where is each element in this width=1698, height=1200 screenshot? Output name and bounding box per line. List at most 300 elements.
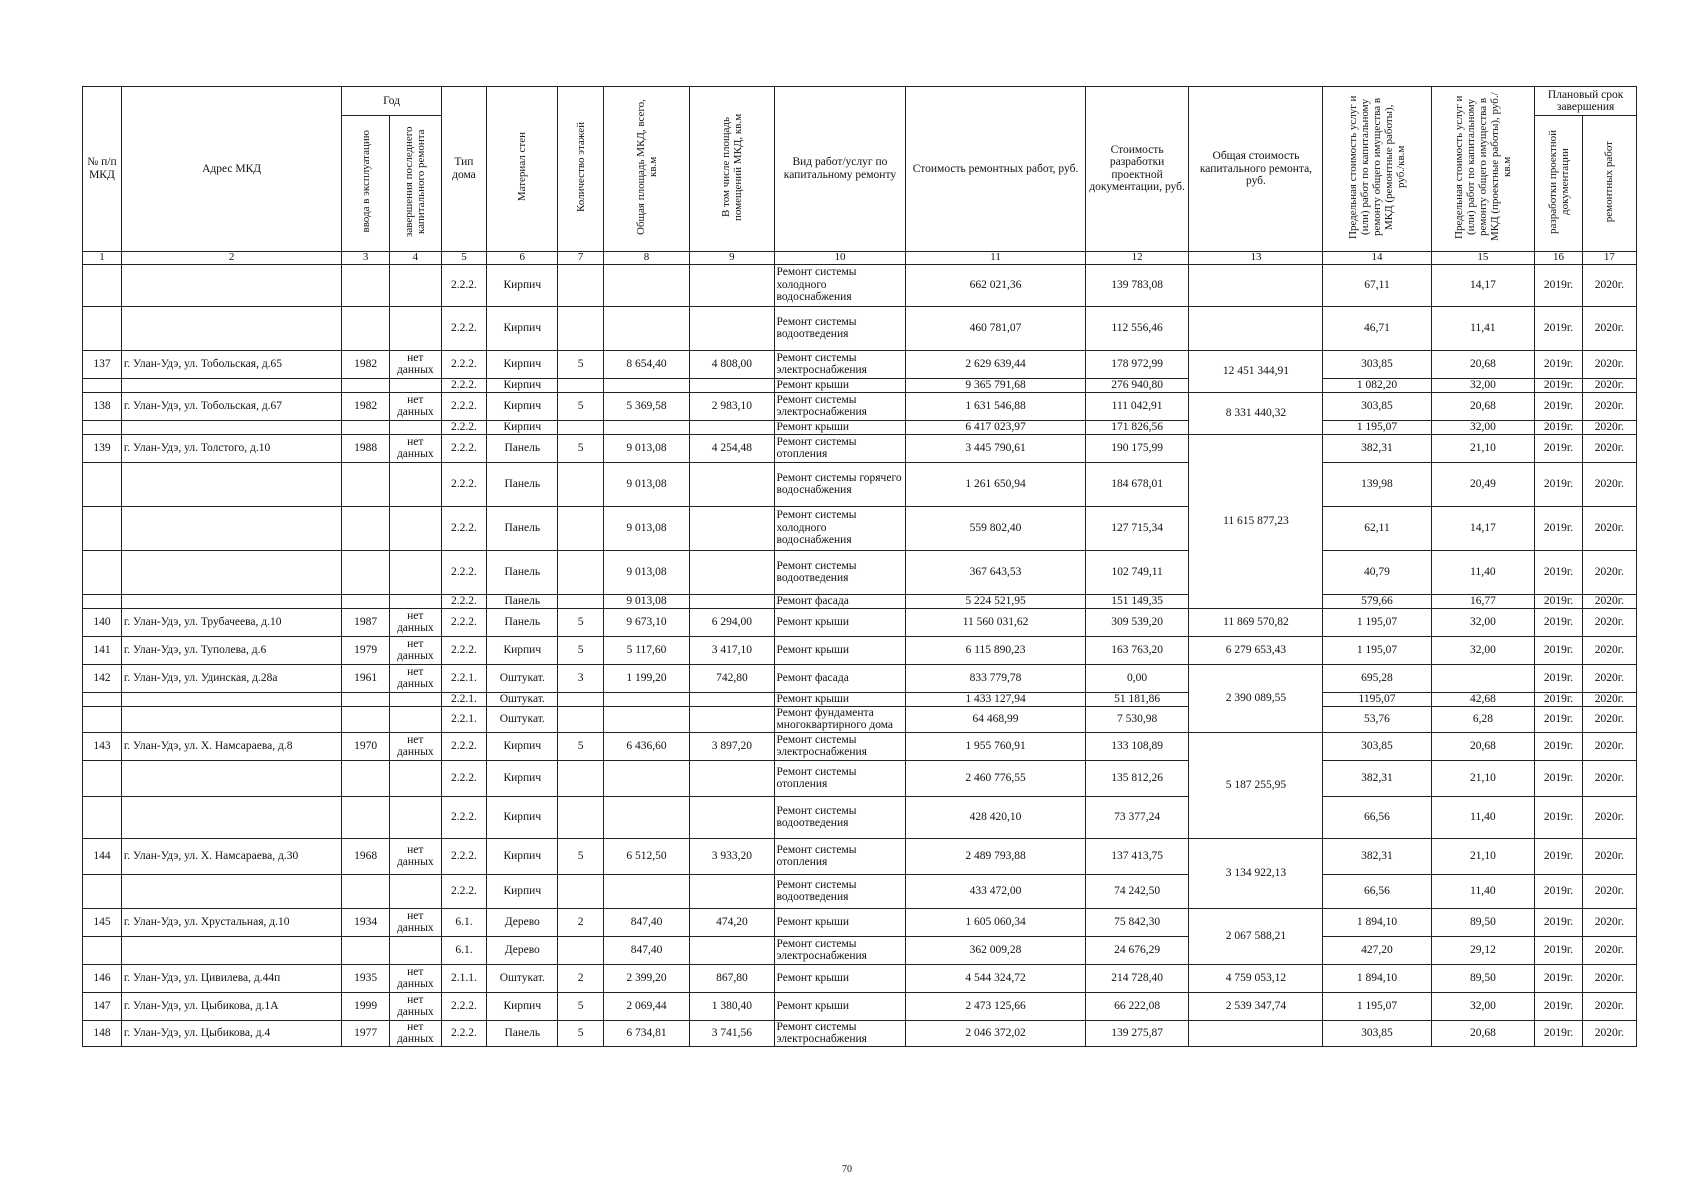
premises-area-cell bbox=[690, 264, 774, 306]
limit-design-cell: 89,50 bbox=[1431, 908, 1535, 936]
year-commission-cell bbox=[342, 874, 390, 908]
floors-cell bbox=[558, 594, 603, 608]
floors-cell: 2 bbox=[558, 908, 603, 936]
year-last-repair-cell: нет данных bbox=[389, 392, 441, 420]
house-type-cell: 2.2.2. bbox=[441, 608, 486, 636]
table-row bbox=[83, 706, 1637, 732]
row-number-cell: 148 bbox=[83, 1020, 122, 1046]
work-type-cell: Ремонт системы электроснабжения bbox=[774, 350, 906, 378]
design-cost-cell: 73 377,24 bbox=[1085, 796, 1189, 838]
repair-cost-cell: 367 643,53 bbox=[906, 550, 1085, 594]
table-row bbox=[83, 350, 1637, 378]
work-type-cell: Ремонт системы электроснабжения bbox=[774, 1020, 906, 1046]
year-commission-cell bbox=[342, 936, 390, 964]
repair-cost-cell: 833 779,78 bbox=[906, 664, 1085, 692]
total-cost-cell bbox=[1189, 306, 1323, 350]
deadline-design-cell: 2019г. bbox=[1535, 874, 1583, 908]
header-row bbox=[83, 87, 1637, 116]
deadline-repair-cell: 2020г. bbox=[1582, 462, 1636, 506]
table-row bbox=[83, 462, 1637, 506]
premises-area-cell: 474,20 bbox=[690, 908, 774, 936]
limit-repair-cell: 303,85 bbox=[1323, 1020, 1431, 1046]
total-area-cell: 9 013,08 bbox=[603, 434, 689, 462]
deadline-design-cell: 2019г. bbox=[1535, 838, 1583, 874]
deadline-design-cell: 2019г. bbox=[1535, 706, 1583, 732]
house-type-cell: 2.2.1. bbox=[441, 706, 486, 732]
header-limit-design-text: Предельная стоимость услуг и (или) работ по капитальному ремонту общего имущества в МКД (проектные работы), руб./кв.м bbox=[1452, 92, 1513, 242]
deadline-repair-cell: 2020г. bbox=[1582, 636, 1636, 664]
floors-cell: 5 bbox=[558, 392, 603, 420]
house-type-cell: 2.2.2. bbox=[441, 264, 486, 306]
wall-material-cell: Кирпич bbox=[487, 760, 558, 796]
header-address: Адрес МКД bbox=[121, 87, 341, 252]
house-type-cell: 2.2.2. bbox=[441, 306, 486, 350]
row-number-cell bbox=[83, 506, 122, 550]
limit-design-cell: 32,00 bbox=[1431, 378, 1535, 392]
table-row bbox=[83, 760, 1637, 796]
deadline-design-cell: 2019г. bbox=[1535, 796, 1583, 838]
year-last-repair-cell: нет данных bbox=[389, 434, 441, 462]
deadline-repair-cell: 2020г. bbox=[1582, 692, 1636, 706]
deadline-repair-cell: 2020г. bbox=[1582, 306, 1636, 350]
year-commission-cell: 1968 bbox=[342, 838, 390, 874]
table-row bbox=[83, 908, 1637, 936]
year-commission-cell: 1987 bbox=[342, 608, 390, 636]
premises-area-cell bbox=[690, 692, 774, 706]
year-commission-cell: 1988 bbox=[342, 434, 390, 462]
design-cost-cell: 139 275,87 bbox=[1085, 1020, 1189, 1046]
year-last-repair-cell: нет данных bbox=[389, 838, 441, 874]
floors-cell: 5 bbox=[558, 732, 603, 760]
premises-area-cell: 742,80 bbox=[690, 664, 774, 692]
wall-material-cell: Кирпич bbox=[487, 992, 558, 1020]
work-type-cell: Ремонт системы водоотведения bbox=[774, 874, 906, 908]
limit-repair-cell: 66,56 bbox=[1323, 796, 1431, 838]
house-type-cell: 2.2.1. bbox=[441, 664, 486, 692]
limit-repair-cell: 1 082,20 bbox=[1323, 378, 1431, 392]
premises-area-cell: 1 380,40 bbox=[690, 992, 774, 1020]
total-area-cell: 5 369,58 bbox=[603, 392, 689, 420]
deadline-repair-cell: 2020г. bbox=[1582, 964, 1636, 992]
floors-cell: 5 bbox=[558, 636, 603, 664]
floors-cell: 5 bbox=[558, 608, 603, 636]
row-number-cell bbox=[83, 594, 122, 608]
limit-design-cell: 32,00 bbox=[1431, 420, 1535, 434]
row-number-cell bbox=[83, 936, 122, 964]
floors-cell bbox=[558, 760, 603, 796]
house-type-cell: 6.1. bbox=[441, 908, 486, 936]
premises-area-cell: 3 417,10 bbox=[690, 636, 774, 664]
limit-repair-cell: 303,85 bbox=[1323, 732, 1431, 760]
total-cost-cell: 11 615 877,23 bbox=[1189, 434, 1323, 608]
premises-area-cell bbox=[690, 936, 774, 964]
total-area-cell bbox=[603, 378, 689, 392]
total-cost-cell: 8 331 440,32 bbox=[1189, 392, 1323, 434]
address-cell: г. Улан-Удэ, ул. Тобольская, д.67 bbox=[121, 392, 341, 420]
limit-design-cell: 20,68 bbox=[1431, 1020, 1535, 1046]
house-type-cell: 2.2.2. bbox=[441, 420, 486, 434]
total-area-cell bbox=[603, 264, 689, 306]
floors-cell: 5 bbox=[558, 838, 603, 874]
address-cell bbox=[121, 420, 341, 434]
floors-cell bbox=[558, 692, 603, 706]
header-num: № п/п МКД bbox=[83, 87, 122, 252]
limit-repair-cell: 695,28 bbox=[1323, 664, 1431, 692]
header-repair-cost: Стоимость ремонтных работ, руб. bbox=[906, 87, 1085, 252]
table-row bbox=[83, 838, 1637, 874]
limit-design-cell: 32,00 bbox=[1431, 608, 1535, 636]
house-type-cell: 2.2.2. bbox=[441, 378, 486, 392]
wall-material-cell: Дерево bbox=[487, 936, 558, 964]
limit-design-cell: 16,77 bbox=[1431, 594, 1535, 608]
limit-design-cell: 11,41 bbox=[1431, 306, 1535, 350]
repair-cost-cell: 2 473 125,66 bbox=[906, 992, 1085, 1020]
header-deadline-design bbox=[1535, 116, 1583, 252]
total-area-cell: 9 013,08 bbox=[603, 550, 689, 594]
house-type-cell: 2.2.2. bbox=[441, 350, 486, 378]
year-last-repair-cell bbox=[389, 378, 441, 392]
address-cell bbox=[121, 760, 341, 796]
deadline-design-cell: 2019г. bbox=[1535, 550, 1583, 594]
year-last-repair-cell bbox=[389, 796, 441, 838]
deadline-design-cell: 2019г. bbox=[1535, 420, 1583, 434]
table-row bbox=[83, 608, 1637, 636]
row-number-cell bbox=[83, 420, 122, 434]
work-type-cell: Ремонт системы электроснабжения bbox=[774, 936, 906, 964]
house-type-cell: 2.2.2. bbox=[441, 636, 486, 664]
header-wall-material bbox=[487, 87, 558, 252]
table-row bbox=[83, 594, 1637, 608]
house-type-cell: 2.1.1. bbox=[441, 964, 486, 992]
work-type-cell: Ремонт крыши bbox=[774, 636, 906, 664]
floors-cell bbox=[558, 706, 603, 732]
total-cost-cell: 4 759 053,12 bbox=[1189, 964, 1323, 992]
total-cost-cell bbox=[1189, 1020, 1323, 1046]
wall-material-cell: Панель bbox=[487, 550, 558, 594]
work-type-cell: Ремонт системы электроснабжения bbox=[774, 732, 906, 760]
premises-area-cell bbox=[690, 462, 774, 506]
total-area-cell: 9 013,08 bbox=[603, 506, 689, 550]
year-commission-cell bbox=[342, 378, 390, 392]
table-row bbox=[83, 936, 1637, 964]
address-cell bbox=[121, 796, 341, 838]
repair-cost-cell: 428 420,10 bbox=[906, 796, 1085, 838]
floors-cell: 3 bbox=[558, 664, 603, 692]
row-number-cell: 142 bbox=[83, 664, 122, 692]
year-last-repair-cell bbox=[389, 874, 441, 908]
row-number-cell: 145 bbox=[83, 908, 122, 936]
row-number-cell: 140 bbox=[83, 608, 122, 636]
header-wall-material-text: Материал стен bbox=[516, 132, 529, 202]
year-last-repair-cell: нет данных bbox=[389, 992, 441, 1020]
limit-design-cell: 11,40 bbox=[1431, 550, 1535, 594]
column-number: 4 bbox=[389, 251, 441, 264]
total-area-cell: 9 013,08 bbox=[603, 594, 689, 608]
wall-material-cell: Кирпич bbox=[487, 420, 558, 434]
table-row bbox=[83, 506, 1637, 550]
design-cost-cell: 276 940,80 bbox=[1085, 378, 1189, 392]
deadline-repair-cell: 2020г. bbox=[1582, 594, 1636, 608]
wall-material-cell: Кирпич bbox=[487, 838, 558, 874]
address-cell bbox=[121, 506, 341, 550]
limit-design-cell: 89,50 bbox=[1431, 964, 1535, 992]
repair-cost-cell: 1 433 127,94 bbox=[906, 692, 1085, 706]
repair-cost-cell: 433 472,00 bbox=[906, 874, 1085, 908]
deadline-design-cell: 2019г. bbox=[1535, 506, 1583, 550]
premises-area-cell: 6 294,00 bbox=[690, 608, 774, 636]
address-cell: г. Улан-Удэ, ул. Цивилева, д.44п bbox=[121, 964, 341, 992]
premises-area-cell bbox=[690, 378, 774, 392]
design-cost-cell: 74 242,50 bbox=[1085, 874, 1189, 908]
limit-design-cell: 42,68 bbox=[1431, 692, 1535, 706]
work-type-cell: Ремонт системы отопления bbox=[774, 760, 906, 796]
address-cell bbox=[121, 706, 341, 732]
house-type-cell: 2.2.2. bbox=[441, 1020, 486, 1046]
limit-design-cell: 21,10 bbox=[1431, 838, 1535, 874]
deadline-repair-cell: 2020г. bbox=[1582, 664, 1636, 692]
deadline-design-cell: 2019г. bbox=[1535, 664, 1583, 692]
year-commission-cell: 1934 bbox=[342, 908, 390, 936]
year-last-repair-cell: нет данных bbox=[389, 732, 441, 760]
year-last-repair-cell: нет данных bbox=[389, 636, 441, 664]
floors-cell bbox=[558, 264, 603, 306]
floors-cell bbox=[558, 874, 603, 908]
total-area-cell bbox=[603, 706, 689, 732]
design-cost-cell: 24 676,29 bbox=[1085, 936, 1189, 964]
floors-cell bbox=[558, 462, 603, 506]
limit-repair-cell: 427,20 bbox=[1323, 936, 1431, 964]
design-cost-cell: 102 749,11 bbox=[1085, 550, 1189, 594]
repair-cost-cell: 2 460 776,55 bbox=[906, 760, 1085, 796]
year-commission-cell bbox=[342, 760, 390, 796]
limit-repair-cell: 40,79 bbox=[1323, 550, 1431, 594]
house-type-cell: 2.2.2. bbox=[441, 992, 486, 1020]
row-number-cell: 137 bbox=[83, 350, 122, 378]
work-type-cell: Ремонт системы холодного водоснабжения bbox=[774, 264, 906, 306]
table-row bbox=[83, 1020, 1637, 1046]
limit-design-cell: 20,68 bbox=[1431, 350, 1535, 378]
address-cell: г. Улан-Удэ, ул. Удинская, д.28а bbox=[121, 664, 341, 692]
deadline-repair-cell: 2020г. bbox=[1582, 908, 1636, 936]
limit-repair-cell: 1 195,07 bbox=[1323, 636, 1431, 664]
limit-repair-cell: 1 195,07 bbox=[1323, 608, 1431, 636]
year-commission-cell: 1970 bbox=[342, 732, 390, 760]
row-number-cell: 141 bbox=[83, 636, 122, 664]
floors-cell bbox=[558, 550, 603, 594]
floors-cell bbox=[558, 420, 603, 434]
year-commission-cell: 1999 bbox=[342, 992, 390, 1020]
address-cell: г. Улан-Удэ, ул. Цыбикова, д.4 bbox=[121, 1020, 341, 1046]
repair-cost-cell: 6 115 890,23 bbox=[906, 636, 1085, 664]
limit-design-cell bbox=[1431, 664, 1535, 692]
repair-cost-cell: 64 468,99 bbox=[906, 706, 1085, 732]
house-type-cell: 2.2.2. bbox=[441, 732, 486, 760]
row-number-cell bbox=[83, 796, 122, 838]
address-cell bbox=[121, 936, 341, 964]
house-type-cell: 2.2.2. bbox=[441, 462, 486, 506]
premises-area-cell: 3 741,56 bbox=[690, 1020, 774, 1046]
year-commission-cell: 1977 bbox=[342, 1020, 390, 1046]
limit-design-cell: 20,49 bbox=[1431, 462, 1535, 506]
work-type-cell: Ремонт системы водоотведения bbox=[774, 306, 906, 350]
deadline-design-cell: 2019г. bbox=[1535, 636, 1583, 664]
wall-material-cell: Кирпич bbox=[487, 796, 558, 838]
work-type-cell: Ремонт системы электроснабжения bbox=[774, 392, 906, 420]
work-type-cell: Ремонт крыши bbox=[774, 964, 906, 992]
year-commission-cell: 1982 bbox=[342, 392, 390, 420]
deadline-design-cell: 2019г. bbox=[1535, 760, 1583, 796]
limit-repair-cell: 579,66 bbox=[1323, 594, 1431, 608]
limit-repair-cell: 382,31 bbox=[1323, 760, 1431, 796]
year-commission-cell bbox=[342, 594, 390, 608]
limit-design-cell: 32,00 bbox=[1431, 636, 1535, 664]
year-last-repair-cell bbox=[389, 420, 441, 434]
deadline-repair-cell: 2020г. bbox=[1582, 874, 1636, 908]
address-cell: г. Улан-Удэ, ул. Х. Намсараева, д.30 bbox=[121, 838, 341, 874]
header-deadline: Плановый срок завершения bbox=[1535, 87, 1637, 116]
premises-area-cell: 2 983,10 bbox=[690, 392, 774, 420]
deadline-design-cell: 2019г. bbox=[1535, 306, 1583, 350]
total-area-cell: 9 673,10 bbox=[603, 608, 689, 636]
wall-material-cell: Дерево bbox=[487, 908, 558, 936]
total-area-cell: 6 734,81 bbox=[603, 1020, 689, 1046]
limit-repair-cell: 1 894,10 bbox=[1323, 964, 1431, 992]
total-area-cell: 847,40 bbox=[603, 936, 689, 964]
column-number: 2 bbox=[121, 251, 341, 264]
limit-design-cell: 20,68 bbox=[1431, 392, 1535, 420]
column-number: 15 bbox=[1431, 251, 1535, 264]
premises-area-cell bbox=[690, 594, 774, 608]
wall-material-cell: Панель bbox=[487, 506, 558, 550]
deadline-design-cell: 2019г. bbox=[1535, 692, 1583, 706]
address-cell bbox=[121, 378, 341, 392]
total-area-cell: 6 512,50 bbox=[603, 838, 689, 874]
limit-design-cell: 21,10 bbox=[1431, 760, 1535, 796]
repair-cost-cell: 6 417 023,97 bbox=[906, 420, 1085, 434]
work-type-cell: Ремонт крыши bbox=[774, 692, 906, 706]
deadline-repair-cell: 2020г. bbox=[1582, 1020, 1636, 1046]
repair-cost-cell: 1 605 060,34 bbox=[906, 908, 1085, 936]
design-cost-cell: 309 539,20 bbox=[1085, 608, 1189, 636]
row-number-cell: 138 bbox=[83, 392, 122, 420]
deadline-repair-cell: 2020г. bbox=[1582, 838, 1636, 874]
floors-cell: 5 bbox=[558, 350, 603, 378]
column-number: 14 bbox=[1323, 251, 1431, 264]
limit-design-cell: 11,40 bbox=[1431, 874, 1535, 908]
total-area-cell: 2 399,20 bbox=[603, 964, 689, 992]
premises-area-cell: 3 897,20 bbox=[690, 732, 774, 760]
work-type-cell: Ремонт системы отопления bbox=[774, 434, 906, 462]
limit-design-cell: 11,40 bbox=[1431, 796, 1535, 838]
design-cost-cell: 112 556,46 bbox=[1085, 306, 1189, 350]
column-number: 6 bbox=[487, 251, 558, 264]
design-cost-cell: 151 149,35 bbox=[1085, 594, 1189, 608]
floors-cell bbox=[558, 306, 603, 350]
design-cost-cell: 171 826,56 bbox=[1085, 420, 1189, 434]
total-area-cell bbox=[603, 796, 689, 838]
work-type-cell: Ремонт фундамента многоквартирного дома bbox=[774, 706, 906, 732]
premises-area-cell: 4 808,00 bbox=[690, 350, 774, 378]
header-year-last-repair-text: завершения последнего капитального ремонта bbox=[403, 126, 428, 237]
limit-design-cell: 21,10 bbox=[1431, 434, 1535, 462]
wall-material-cell: Кирпич bbox=[487, 636, 558, 664]
design-cost-cell: 190 175,99 bbox=[1085, 434, 1189, 462]
column-number: 7 bbox=[558, 251, 603, 264]
design-cost-cell: 135 812,26 bbox=[1085, 760, 1189, 796]
table-row bbox=[83, 874, 1637, 908]
deadline-repair-cell: 2020г. bbox=[1582, 434, 1636, 462]
year-commission-cell bbox=[342, 706, 390, 732]
work-type-cell: Ремонт крыши bbox=[774, 608, 906, 636]
house-type-cell: 2.2.2. bbox=[441, 838, 486, 874]
wall-material-cell: Панель bbox=[487, 608, 558, 636]
repair-cost-cell: 1 631 546,88 bbox=[906, 392, 1085, 420]
total-area-cell: 6 436,60 bbox=[603, 732, 689, 760]
deadline-repair-cell: 2020г. bbox=[1582, 796, 1636, 838]
table-row bbox=[83, 692, 1637, 706]
premises-area-cell bbox=[690, 706, 774, 732]
work-type-cell: Ремонт крыши bbox=[774, 992, 906, 1020]
header-year-last-repair bbox=[389, 116, 441, 252]
design-cost-cell: 7 530,98 bbox=[1085, 706, 1189, 732]
row-number-cell bbox=[83, 692, 122, 706]
limit-design-cell: 20,68 bbox=[1431, 732, 1535, 760]
total-area-cell: 5 117,60 bbox=[603, 636, 689, 664]
deadline-design-cell: 2019г. bbox=[1535, 350, 1583, 378]
year-last-repair-cell: нет данных bbox=[389, 608, 441, 636]
wall-material-cell: Кирпич bbox=[487, 306, 558, 350]
deadline-design-cell: 2019г. bbox=[1535, 462, 1583, 506]
column-number: 8 bbox=[603, 251, 689, 264]
repair-cost-cell: 1 955 760,91 bbox=[906, 732, 1085, 760]
table-row bbox=[83, 796, 1637, 838]
work-type-cell: Ремонт системы холодного водоснабжения bbox=[774, 506, 906, 550]
premises-area-cell bbox=[690, 550, 774, 594]
column-number: 12 bbox=[1085, 251, 1189, 264]
premises-area-cell bbox=[690, 506, 774, 550]
deadline-repair-cell: 2020г. bbox=[1582, 992, 1636, 1020]
limit-repair-cell: 67,11 bbox=[1323, 264, 1431, 306]
wall-material-cell: Кирпич bbox=[487, 732, 558, 760]
limit-design-cell: 14,17 bbox=[1431, 264, 1535, 306]
wall-material-cell: Кирпич bbox=[487, 392, 558, 420]
deadline-repair-cell: 2020г. bbox=[1582, 936, 1636, 964]
year-last-repair-cell bbox=[389, 550, 441, 594]
deadline-repair-cell: 2020г. bbox=[1582, 706, 1636, 732]
year-last-repair-cell bbox=[389, 264, 441, 306]
row-number-cell bbox=[83, 264, 122, 306]
repair-cost-cell: 5 224 521,95 bbox=[906, 594, 1085, 608]
total-area-cell: 2 069,44 bbox=[603, 992, 689, 1020]
header-floors bbox=[558, 87, 603, 252]
work-type-cell: Ремонт крыши bbox=[774, 378, 906, 392]
row-number-cell bbox=[83, 462, 122, 506]
deadline-design-cell: 2019г. bbox=[1535, 434, 1583, 462]
design-cost-cell: 75 842,30 bbox=[1085, 908, 1189, 936]
house-type-cell: 2.2.2. bbox=[441, 434, 486, 462]
repair-cost-cell: 2 629 639,44 bbox=[906, 350, 1085, 378]
limit-repair-cell: 382,31 bbox=[1323, 434, 1431, 462]
table-row bbox=[83, 434, 1637, 462]
total-cost-cell: 2 390 089,55 bbox=[1189, 664, 1323, 732]
floors-cell bbox=[558, 378, 603, 392]
deadline-repair-cell: 2020г. bbox=[1582, 506, 1636, 550]
limit-repair-cell: 303,85 bbox=[1323, 350, 1431, 378]
year-last-repair-cell: нет данных bbox=[389, 664, 441, 692]
house-type-cell: 6.1. bbox=[441, 936, 486, 964]
address-cell bbox=[121, 306, 341, 350]
deadline-repair-cell: 2020г. bbox=[1582, 550, 1636, 594]
